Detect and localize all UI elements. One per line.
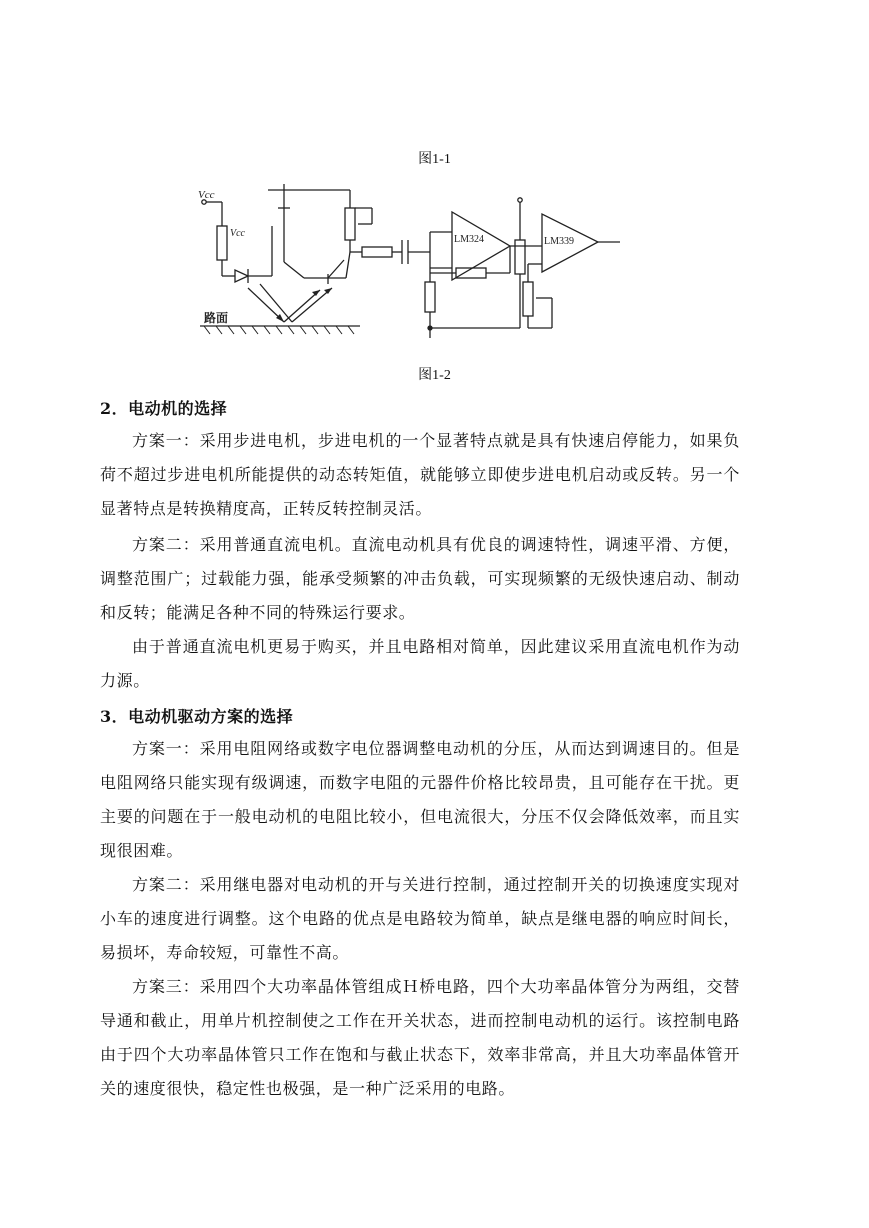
section-3-heading: 3．电动机驱动方案的选择 — [100, 707, 294, 726]
section-3-paragraph-2: 方案二：采用继电器对电动机的开与关进行控制，通过控制开关的切换速度实现对小车的速度进行调整。这个电路的优点是电路较为简单，缺点是继电器的响应时间长，易损坏，寿命较短，可靠性不高。 — [100, 875, 740, 962]
vcc-top-label: Vcc — [198, 189, 215, 201]
circuit-diagram — [180, 178, 630, 350]
figure-1-1-caption: 图1-1 — [418, 152, 451, 167]
section-2-paragraph-1: 方案一：采用步进电机，步进电机的一个显著特点就是具有快速启停能力，如果负荷不超过步进电机所能提供的动态转矩值，就能够立即使步进电机启动或反转。另一个显著特点是转换精度高，正转反转控制灵活。 — [100, 431, 740, 518]
section-3-paragraph-1: 方案一：采用电阻网络或数字电位器调整电动机的分压，从而达到调速目的。但是电阻网络只能实现有级调速，而数字电阻的元器件价格比较昂贵，且可能存在干扰。更主要的问题在于一般电动机的电阻比较小，但电流很大，分压不仅会降低效率，而且实现很困难。 — [100, 739, 740, 860]
lm339-label: LM339 — [544, 236, 574, 247]
section-3-paragraph-3: 方案三：采用四个大功率晶体管组成Ｈ桥电路，四个大功率晶体管分为两组，交替导通和截止，用单片机控制使之工作在开关状态，进而控制电动机的运行。该控制电路由于四个大功率晶体管只工作在饱和与截止状态下，效率非常高，并且大功率晶体管开关的速度很快，稳定性也极强，是一种广泛采用的电路。 — [100, 977, 740, 1098]
figure-1-2-caption: 图1-2 — [418, 368, 451, 383]
section-2-heading: 2．电动机的选择 — [100, 399, 228, 418]
section-2-paragraph-2: 方案二：采用普通直流电机。直流电动机具有优良的调速特性，调速平滑、方便，调整范围广；过载能力强，能承受频繁的冲击负载，可实现频繁的无级快速启动、制动和反转；能满足各种不同的特殊运行要求。 — [100, 535, 740, 622]
vcc-mid-label: Vcc — [230, 228, 245, 239]
section-2-paragraph-3: 由于普通直流电机更易于购买，并且电路相对简单，因此建议采用直流电机作为动力源。 — [100, 637, 740, 690]
lm324-label: LM324 — [454, 234, 484, 245]
road-label: 路面 — [204, 311, 229, 325]
circuit-diagram-figure — [180, 178, 630, 350]
